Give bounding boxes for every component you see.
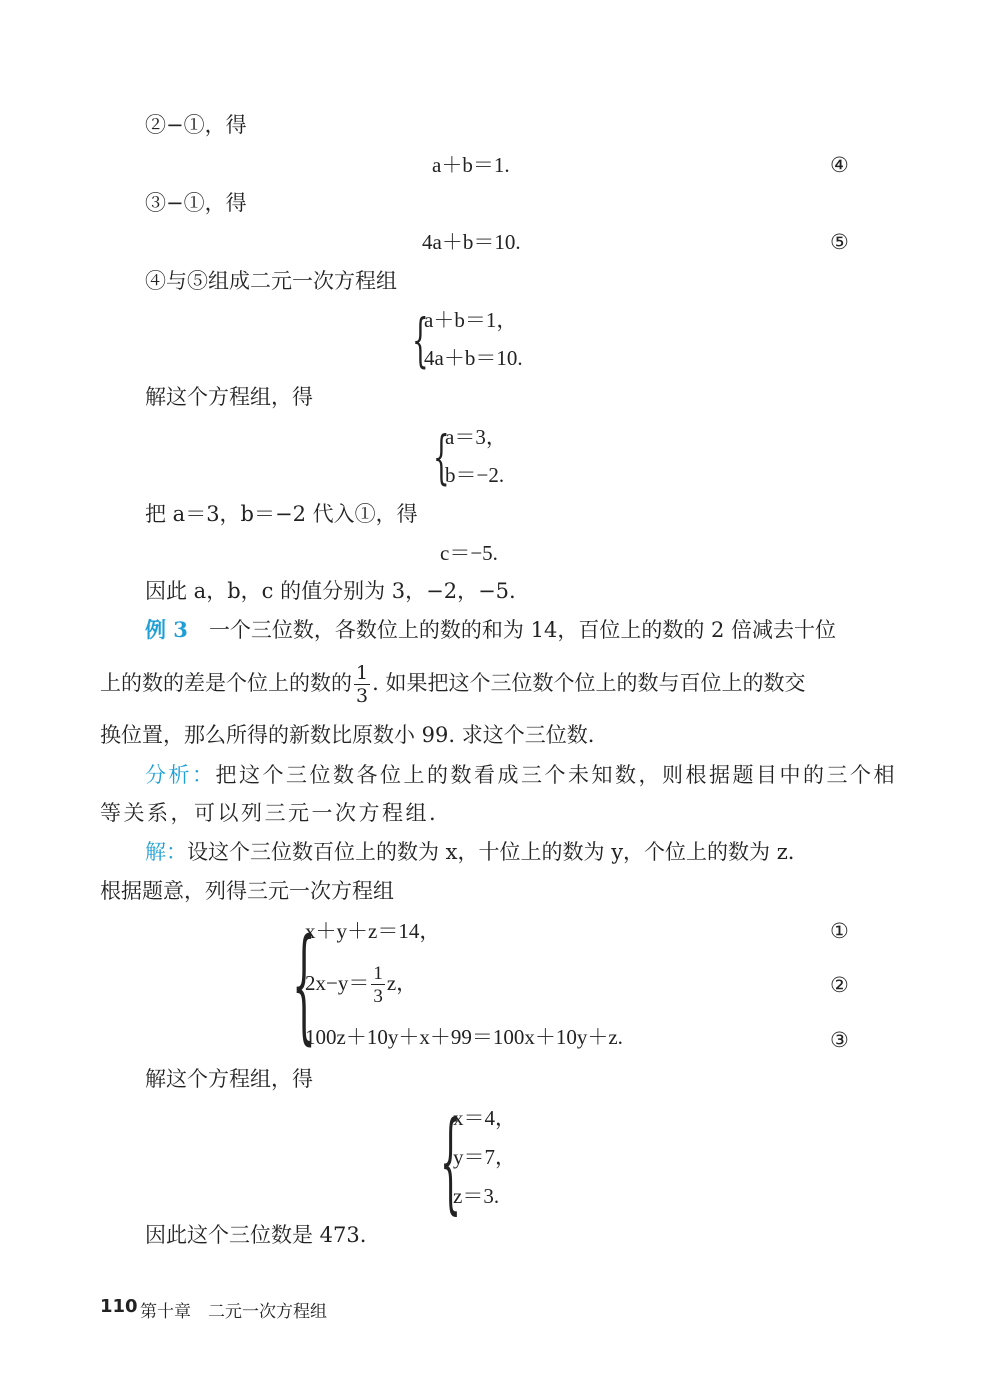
equation-tag-4: ④ [830,153,849,177]
fraction-one-third: $\frac{1}{3}$ [356,661,369,707]
page-number: 110 [100,1296,138,1317]
example-text-1: 一个三位数，各数位上的数的和为 14，百位上的数的 2 倍减去十位 [208,618,837,642]
example-text-2b: . 如果把这个三位数个位上的数与百位上的数交 [372,671,806,695]
solution-line-1 [145,837,794,867]
result-abc: 因此 a，b，c 的值分别为 3，−2，−5. [145,579,516,603]
conclusion: 因此这个三位数是 473. [145,1223,367,1247]
system-2-row-2: 2x−y＝ $\frac{1}{3}$ z， [305,963,418,1008]
example-3-line-2 [100,660,805,706]
substitute-text: 把 a＝3，b＝−2 代入①，得 [145,502,418,526]
analysis-line-1 [145,760,897,790]
example-3-line-3: 换位置，那么所得的新数比原数小 99. 求这个三位数. [100,723,595,747]
chapter-title: 第十章 二元一次方程组 [140,1302,327,1322]
system-2-row-3: 100z＋10y＋x＋99＝100x＋10y＋z. [305,1025,623,1049]
solution-text-1: 设这个三位数百位上的数为 x，十位上的数为 y，个位上的数为 z. [187,840,795,864]
fraction-one-third-2: $\frac{1}{3}$ [373,963,383,1008]
analysis-text-1: 把这个三位数各位上的数看成三个未知数，则根据题目中的三个相 [215,763,897,787]
system-1-row-1: a＋b＝1， [424,308,518,332]
solution-2-row-3: z＝3. [453,1184,500,1208]
combine-text: ④与⑤组成二元一次方程组 [145,269,397,293]
step-3-minus-1: ③−①，得 [145,191,247,215]
equation-tag-3: ③ [830,1028,849,1052]
solve-text-2: 解这个方程组，得 [145,1067,313,1091]
system-2-row-1: x＋y＋z＝14， [305,919,441,943]
brace-system-2: { [292,912,316,1057]
brace-solution-1: { [433,423,450,491]
solution-2-row-2: y＝7， [453,1145,516,1169]
solution-1-row-2: b＝−2. [445,463,505,487]
example-text-2a: 上的数的差是个位上的数的 [100,671,352,695]
solution-line-2: 根据题意，列得三元一次方程组 [100,879,394,903]
analysis-line-2: 等关系，可以列三元一次方程组. [100,801,439,825]
brace-solution-2: { [440,1097,461,1225]
equation-tag-2: ② [830,973,849,997]
solution-1-row-1: a＝3， [445,425,507,449]
equation-tag-5: ⑤ [830,230,849,254]
analysis-label: 分析： [145,763,216,787]
equation-5: 4a＋b＝10. [422,230,521,254]
solution-2-row-1: x＝4， [453,1106,516,1130]
example-label: 例 3 [145,617,188,642]
brace-system-1: { [412,306,429,374]
equation-c: c＝−5. [440,541,498,565]
solve-text-1: 解这个方程组，得 [145,385,313,409]
example-3-line-1 [145,615,836,645]
system-1-row-2: 4a＋b＝10. [424,346,523,370]
equation-4: a＋b＝1. [432,153,510,177]
equation-tag-1: ① [830,919,849,943]
solution-label: 解： [145,840,187,864]
step-2-minus-1: ②−①，得 [145,113,247,137]
